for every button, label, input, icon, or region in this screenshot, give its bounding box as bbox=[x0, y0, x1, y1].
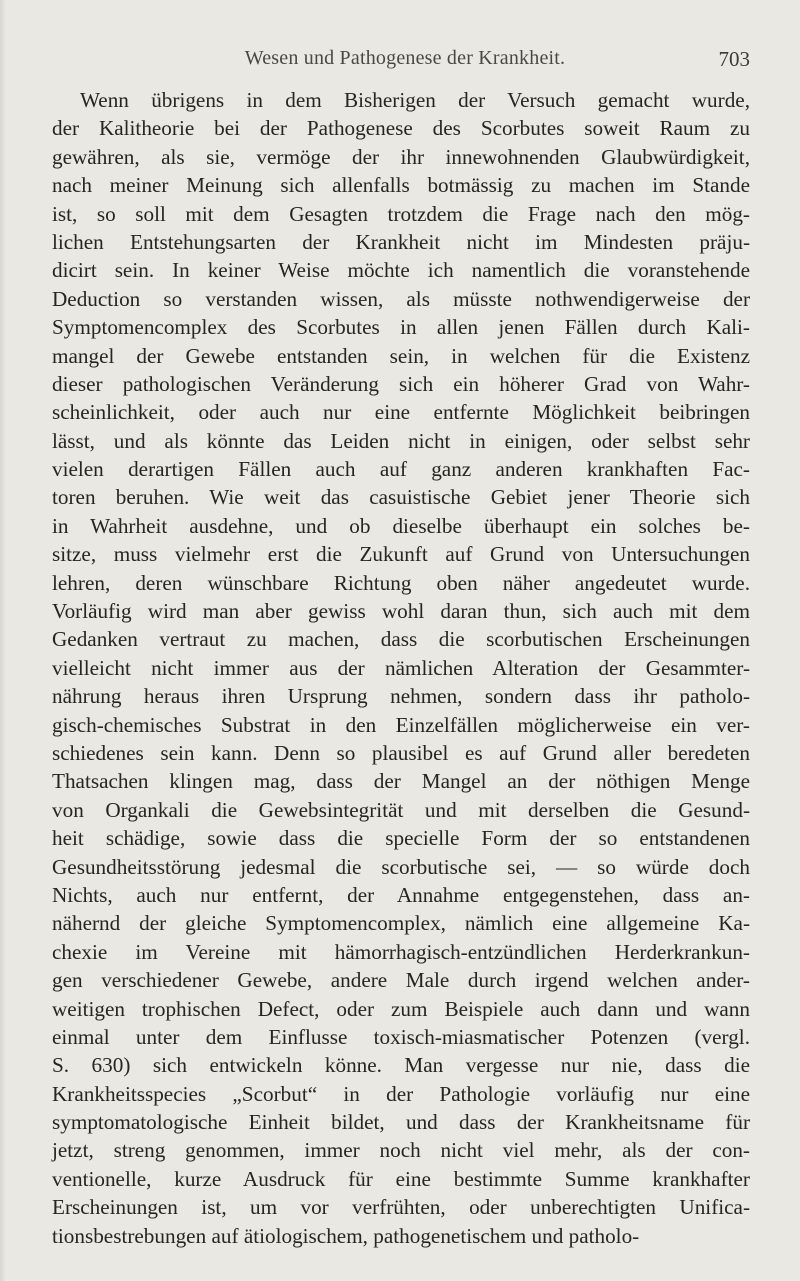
text-line: nach meiner Meinung sich allenfalls botmässig zu machen im Stande bbox=[52, 173, 750, 198]
text-line: ist, so soll mit dem Gesagten trotzdem die Frage nach den mög- bbox=[52, 201, 750, 226]
text-line: scheinlichkeit, oder auch nur eine entfernte Möglichkeit beibringen bbox=[52, 400, 750, 425]
text-line: S. 630) sich entwickeln könne. Man vergesse nur nie, dass die bbox=[52, 1053, 750, 1078]
page-edge-shadow bbox=[0, 0, 6, 1281]
text-line: Thatsachen klingen mag, dass der Mangel an der nöthigen Menge bbox=[52, 769, 750, 794]
text-line: vielen derartigen Fällen auch auf ganz anderen krankhaften Fac- bbox=[52, 457, 750, 482]
text-line: toren beruhen. Wie weit das casuistische Gebiet jener Theorie sich bbox=[52, 485, 750, 510]
text-line: dieser pathologischen Veränderung sich ein höherer Grad von Wahr- bbox=[52, 371, 750, 396]
text-line: Gedanken vertraut zu machen, dass die scorbutischen Erscheinungen bbox=[52, 627, 750, 652]
text-line: lehren, deren wünschbare Richtung oben näher angedeutet wurde. bbox=[52, 570, 750, 595]
text-line: jetzt, streng genommen, immer noch nicht viel mehr, als der con- bbox=[52, 1138, 750, 1163]
text-line: der Kalitheorie bei der Pathogenese des Scorbutes soweit Raum zu bbox=[52, 116, 750, 141]
text-line: mangel der Gewebe entstanden sein, in welchen für die Existenz bbox=[52, 343, 750, 368]
text-line: Gesundheitsstörung jedesmal die scorbutische sei, — so würde doch bbox=[52, 854, 750, 879]
text-line: Vorläufig wird man aber gewiss wohl daran thun, sich auch mit dem bbox=[52, 599, 750, 624]
text-line: heit schädige, sowie dass die specielle Form der so entstandenen bbox=[52, 826, 750, 851]
text-line: von Organkali die Gewebsintegrität und mit derselben die Gesund- bbox=[52, 797, 750, 822]
text-line: gisch-chemisches Substrat in den Einzelfällen möglicherweise ein ver- bbox=[52, 712, 750, 737]
text-line: Nichts, auch nur entfernt, der Annahme entgegenstehen, dass an- bbox=[52, 882, 750, 907]
text-line: dicirt sein. In keiner Weise möchte ich namentlich die voranstehende bbox=[52, 258, 750, 283]
text-line: Symptomencomplex des Scorbutes in allen jenen Fällen durch Kali- bbox=[52, 315, 750, 340]
text-line: nähernd der gleiche Symptomencomplex, nämlich eine allgemeine Ka- bbox=[52, 911, 750, 936]
running-head bbox=[60, 47, 750, 77]
text-line: Erscheinungen ist, um vor verfrühten, oder unberechtigten Unifica- bbox=[52, 1195, 750, 1220]
body-paragraph bbox=[52, 86, 750, 1250]
text-line: einmal unter dem Einflusse toxisch-miasmatischer Potenzen (vergl. bbox=[52, 1024, 750, 1049]
text-line: vielleicht nicht immer aus der nämlichen Alteration der Gesammter- bbox=[52, 655, 750, 680]
text-line: chexie im Vereine mit hämorrhagisch-entzündlichen Herderkrankun- bbox=[52, 939, 750, 964]
text-line: Deduction so verstanden wissen, als müsste nothwendigerweise der bbox=[52, 286, 750, 311]
running-title: Wesen und Pathogenese der Krankheit. bbox=[244, 47, 566, 69]
text-line: schiedenes sein kann. Denn so plausibel es auf Grund aller beredeten bbox=[52, 740, 750, 765]
text-line: gen verschiedener Gewebe, andere Male durch irgend welchen ander- bbox=[52, 968, 750, 993]
text-line: in Wahrheit ausdehne, und ob dieselbe überhaupt ein solches be- bbox=[52, 513, 750, 538]
text-line: nährung heraus ihren Ursprung nehmen, sondern dass ihr patholo- bbox=[52, 684, 750, 709]
page-number: 703 bbox=[718, 47, 750, 71]
text-line: lichen Entstehungsarten der Krankheit nicht im Mindesten präju- bbox=[52, 229, 750, 254]
text-line: symptomatologische Einheit bildet, und dass der Krankheitsname für bbox=[52, 1110, 750, 1135]
text-line: Krankheitsspecies „Scorbut“ in der Pathologie vorläufig nur eine bbox=[52, 1081, 750, 1106]
text-line: gewähren, als sie, vermöge der ihr innewohnenden Glaubwürdigkeit, bbox=[52, 144, 750, 169]
text-line: lässt, und als könnte das Leiden nicht in einigen, oder selbst sehr bbox=[52, 428, 750, 453]
print-speck bbox=[546, 1264, 549, 1270]
text-line: Wenn übrigens in dem Bisherigen der Versuch gemacht wurde, bbox=[80, 88, 750, 112]
text-line: weitigen trophischen Defect, oder zum Beispiele auch dann und wann bbox=[52, 996, 750, 1021]
text-line: tionsbestrebungen auf ätiologischem, pathogenetischem und patholo- bbox=[52, 1223, 640, 1248]
text-line: sitze, muss vielmehr erst die Zukunft auf Grund von Untersuchungen bbox=[52, 542, 750, 567]
text-line: ventionelle, kurze Ausdruck für eine bestimmte Summe krankhafter bbox=[52, 1166, 750, 1191]
